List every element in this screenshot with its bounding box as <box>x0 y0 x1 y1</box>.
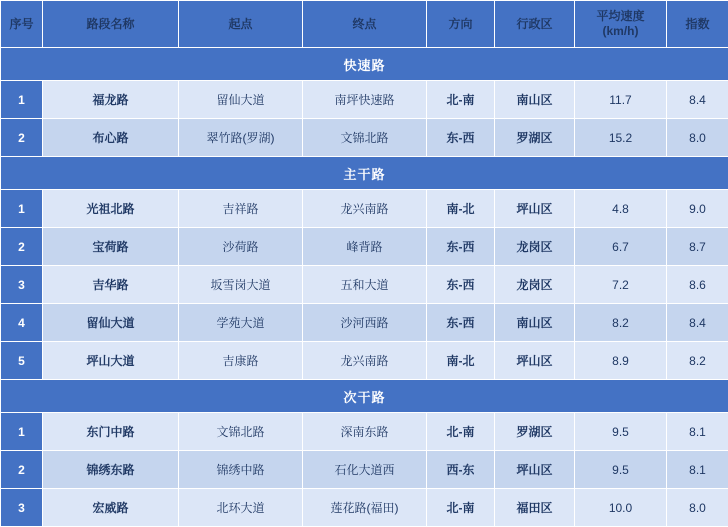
cell-end: 龙兴南路 <box>303 342 427 380</box>
cell-district: 坪山区 <box>495 451 575 489</box>
column-header-start: 起点 <box>179 1 303 48</box>
table-header-row <box>1 1 728 48</box>
table-header <box>1 1 728 48</box>
cell-start: 吉康路 <box>179 342 303 380</box>
table-row <box>1 190 728 228</box>
section-header-row <box>1 380 728 413</box>
cell-idx: 1 <box>1 190 43 228</box>
cell-start: 坂雪岗大道 <box>179 266 303 304</box>
section-title: 次干路 <box>1 380 728 413</box>
cell-idx: 3 <box>1 266 43 304</box>
cell-dir: 东-西 <box>427 228 495 266</box>
cell-district: 罗湖区 <box>495 413 575 451</box>
cell-district: 罗湖区 <box>495 119 575 157</box>
cell-start: 学苑大道 <box>179 304 303 342</box>
cell-name: 锦绣东路 <box>43 451 179 489</box>
cell-dir: 南-北 <box>427 190 495 228</box>
cell-end: 沙河西路 <box>303 304 427 342</box>
cell-speed: 8.9 <box>575 342 667 380</box>
cell-name: 光祖北路 <box>43 190 179 228</box>
column-header-idx: 序号 <box>1 1 43 48</box>
table-row <box>1 342 728 380</box>
table-body <box>1 48 728 527</box>
cell-end: 石化大道西 <box>303 451 427 489</box>
cell-name: 东门中路 <box>43 413 179 451</box>
cell-speed: 11.7 <box>575 81 667 119</box>
table-row <box>1 451 728 489</box>
column-header-unit: (km/h) <box>575 24 666 39</box>
cell-index: 8.0 <box>667 489 728 527</box>
cell-dir: 北-南 <box>427 489 495 527</box>
cell-end: 峰背路 <box>303 228 427 266</box>
cell-index: 8.1 <box>667 451 728 489</box>
cell-idx: 2 <box>1 119 43 157</box>
cell-name: 吉华路 <box>43 266 179 304</box>
cell-district: 龙岗区 <box>495 228 575 266</box>
section-header-row <box>1 157 728 190</box>
cell-speed: 6.7 <box>575 228 667 266</box>
cell-dir: 南-北 <box>427 342 495 380</box>
cell-start: 翠竹路(罗湖) <box>179 119 303 157</box>
table-row <box>1 304 728 342</box>
cell-start: 吉祥路 <box>179 190 303 228</box>
cell-idx: 1 <box>1 413 43 451</box>
cell-start: 沙荷路 <box>179 228 303 266</box>
cell-idx: 5 <box>1 342 43 380</box>
cell-idx: 2 <box>1 228 43 266</box>
table-row <box>1 81 728 119</box>
table-row <box>1 413 728 451</box>
cell-dir: 西-东 <box>427 451 495 489</box>
table-row <box>1 228 728 266</box>
cell-index: 8.2 <box>667 342 728 380</box>
cell-end: 龙兴南路 <box>303 190 427 228</box>
column-header-index: 指数 <box>667 1 728 48</box>
cell-speed: 9.5 <box>575 451 667 489</box>
cell-start: 锦绣中路 <box>179 451 303 489</box>
cell-index: 8.4 <box>667 81 728 119</box>
cell-dir: 东-西 <box>427 266 495 304</box>
table-row <box>1 119 728 157</box>
cell-district: 南山区 <box>495 304 575 342</box>
cell-name: 宝荷路 <box>43 228 179 266</box>
cell-start: 留仙大道 <box>179 81 303 119</box>
cell-speed: 9.5 <box>575 413 667 451</box>
column-header-dir: 方向 <box>427 1 495 48</box>
cell-index: 8.4 <box>667 304 728 342</box>
cell-name: 留仙大道 <box>43 304 179 342</box>
cell-speed: 8.2 <box>575 304 667 342</box>
column-header-district: 行政区 <box>495 1 575 48</box>
cell-index: 9.0 <box>667 190 728 228</box>
cell-dir: 北-南 <box>427 413 495 451</box>
cell-name: 坪山大道 <box>43 342 179 380</box>
cell-idx: 1 <box>1 81 43 119</box>
cell-end: 深南东路 <box>303 413 427 451</box>
cell-district: 坪山区 <box>495 342 575 380</box>
cell-end: 五和大道 <box>303 266 427 304</box>
cell-end: 南坪快速路 <box>303 81 427 119</box>
column-header-name: 路段名称 <box>43 1 179 48</box>
cell-speed: 7.2 <box>575 266 667 304</box>
section-header-row <box>1 48 728 81</box>
section-title: 主干路 <box>1 157 728 190</box>
cell-start: 北环大道 <box>179 489 303 527</box>
cell-speed: 15.2 <box>575 119 667 157</box>
cell-district: 龙岗区 <box>495 266 575 304</box>
cell-district: 南山区 <box>495 81 575 119</box>
column-header-label: 平均速度 <box>575 9 666 24</box>
cell-idx: 2 <box>1 451 43 489</box>
cell-name: 布心路 <box>43 119 179 157</box>
cell-name: 宏威路 <box>43 489 179 527</box>
cell-index: 8.0 <box>667 119 728 157</box>
column-header-speed <box>575 1 667 48</box>
cell-start: 文锦北路 <box>179 413 303 451</box>
table-row <box>1 489 728 527</box>
cell-dir: 东-西 <box>427 304 495 342</box>
cell-end: 莲花路(福田) <box>303 489 427 527</box>
cell-end: 文锦北路 <box>303 119 427 157</box>
cell-district: 坪山区 <box>495 190 575 228</box>
cell-district: 福田区 <box>495 489 575 527</box>
table-row <box>1 266 728 304</box>
section-title: 快速路 <box>1 48 728 81</box>
cell-dir: 北-南 <box>427 81 495 119</box>
cell-name: 福龙路 <box>43 81 179 119</box>
cell-idx: 3 <box>1 489 43 527</box>
cell-speed: 4.8 <box>575 190 667 228</box>
cell-speed: 10.0 <box>575 489 667 527</box>
cell-idx: 4 <box>1 304 43 342</box>
cell-index: 8.7 <box>667 228 728 266</box>
cell-index: 8.1 <box>667 413 728 451</box>
cell-index: 8.6 <box>667 266 728 304</box>
cell-dir: 东-西 <box>427 119 495 157</box>
column-header-end: 终点 <box>303 1 427 48</box>
